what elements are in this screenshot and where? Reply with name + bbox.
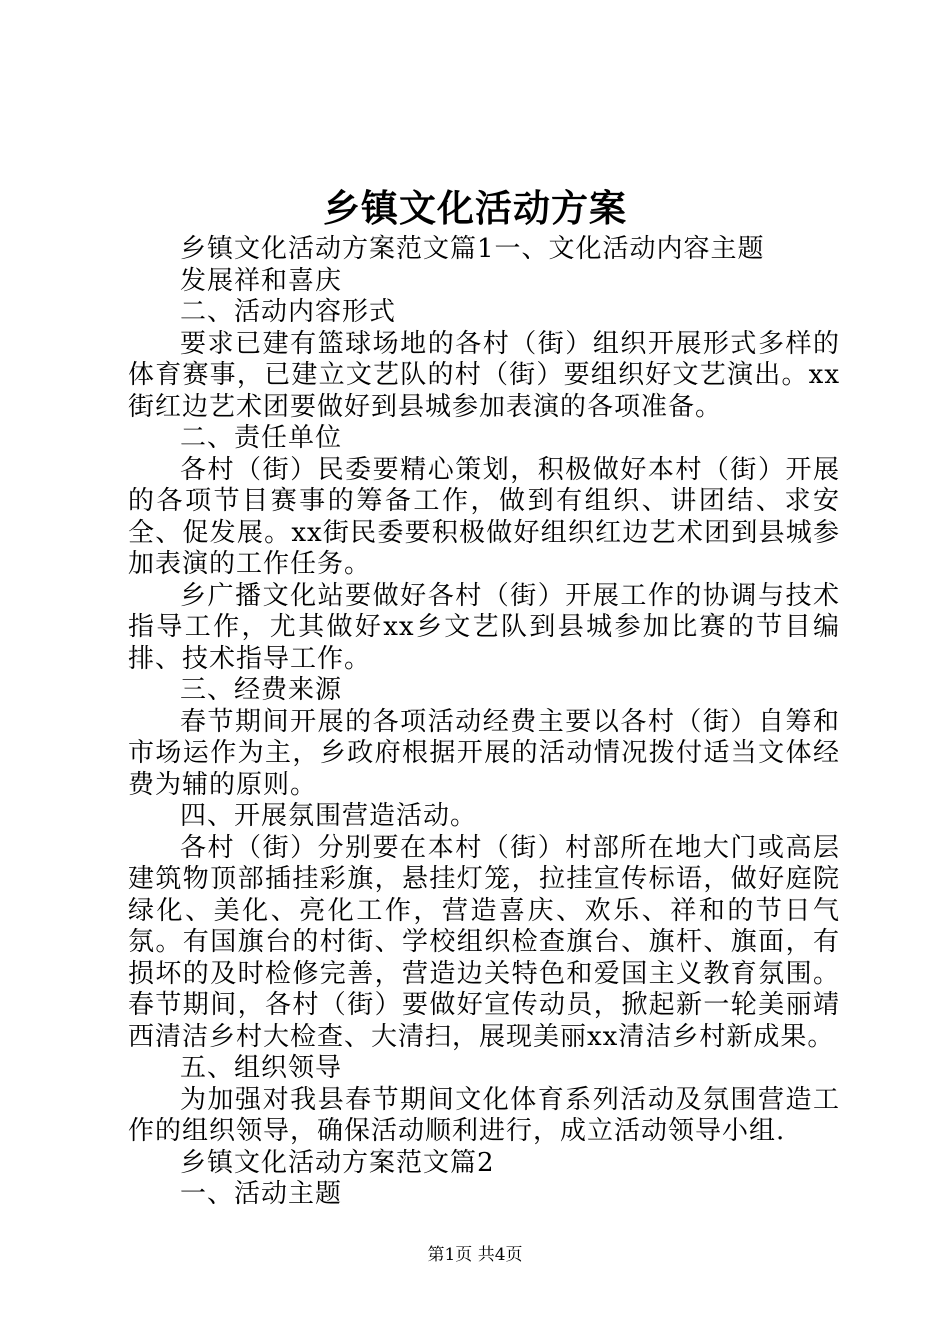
section-heading: 四、开展氛围营造活动。 [180, 801, 478, 831]
document-title: 乡镇文化活动方案 [323, 186, 627, 230]
paragraph: 各村（街）分别要在本村（街）村部所在地大门或高层建筑物顶部插挂彩旗，悬挂灯笼，拉挂宣传标语，做好庭院绿化、美化、亮化工作，营造喜庆、欢乐、祥和的节日气氛。有国旗台的村街、学校组织检查旗台、旗杆、旗面，有损坏的及时检修完善，营造边关特色和爱国主义教育氛围。春节期间，各村（街）要做好宣传动员，掀起新一轮美丽靖西清洁乡村大检查、大清扫，展现美丽xx清洁乡村新成果。 [128, 832, 840, 1052]
section-heading: 二、活动内容形式 [180, 297, 397, 327]
paragraph: 为加强对我县春节期间文化体育系列活动及氛围营造工作的组织领导，确保活动顺利进行，成立活动领导小组. [128, 1084, 840, 1146]
page-number: 第1页 共4页 [427, 1245, 523, 1265]
paragraph: 春节期间开展的各项活动经费主要以各村（街）自筹和市场运作为主，乡政府根据开展的活动情况拨付适当文体经费为辅的原则。 [128, 706, 840, 800]
paragraph: 乡镇文化活动方案范文篇2 [180, 1147, 495, 1178]
paragraph: 乡镇文化活动方案范文篇1一、文化活动内容主题 [180, 234, 765, 264]
section-heading: 三、经费来源 [180, 675, 343, 705]
paragraph: 要求已建有篮球场地的各村（街）组织开展形式多样的体育赛事，已建立文艺队的村（街）要组织好文艺演出。xx街红边艺术团要做好到县城参加表演的各项准备。 [128, 328, 840, 422]
section-heading: 一、活动主题 [180, 1179, 343, 1209]
paragraph: 各村（街）民委要精心策划，积极做好本村（街）开展的各项节目赛事的筹备工作，做到有组织、讲团结、求安全、促发展。xx街民委要积极做好组织红边艺术团到县城参加表演的工作任务。 [128, 454, 840, 579]
paragraph: 发展祥和喜庆 [180, 265, 343, 296]
section-heading: 五、组织领导 [180, 1053, 343, 1083]
section-heading: 二、责任单位 [180, 423, 343, 453]
document-body [128, 234, 840, 1211]
paragraph: 乡广播文化站要做好各村（街）开展工作的协调与技术指导工作，尤其做好xx乡文艺队到县城参加比赛的节目编排、技术指导工作。 [128, 580, 840, 674]
